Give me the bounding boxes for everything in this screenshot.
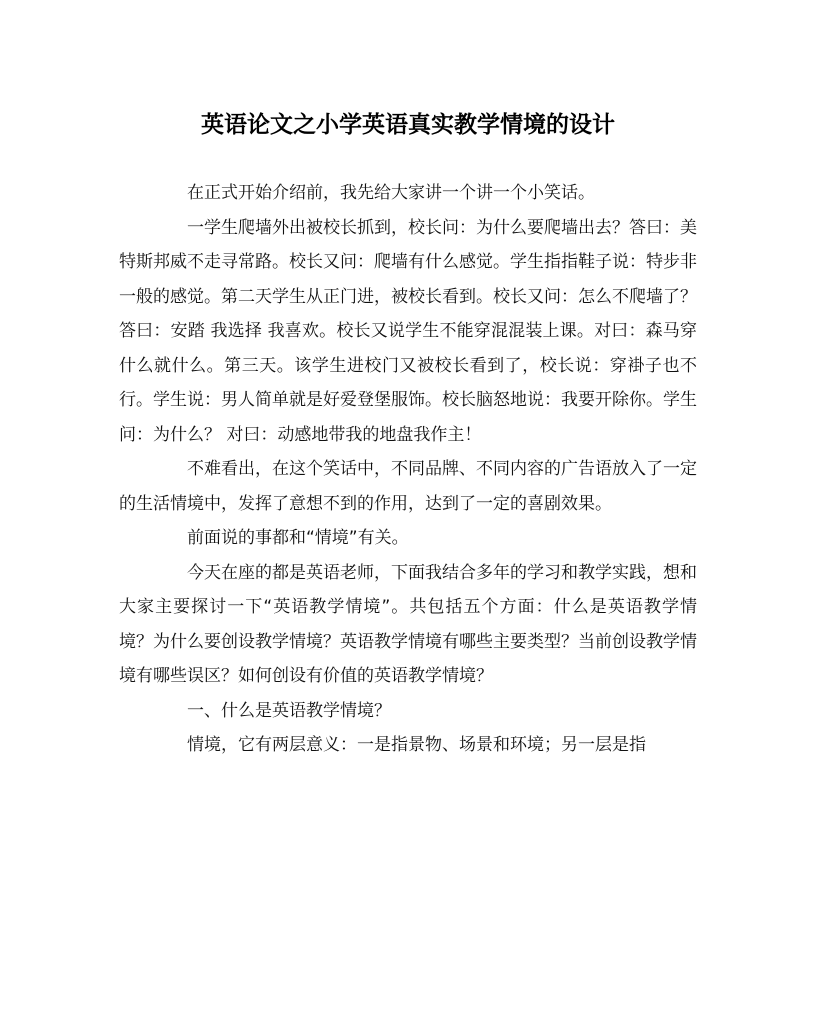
paragraph-analysis: 不难看出，在这个笑话中，不同品牌、不同内容的广告语放入了一定的生活情境中，发挥了意想不到的作用，达到了一定的喜剧效果。 [119,459,697,514]
paragraph-topics: 今天在座的都是英语老师，下面我结合多年的学习和教学实践，想和大家主要探讨一下“英语教学情境”。共包括五个方面：什么是英语教学情境？为什么要创设教学情境？英语教学情境有哪些主要类型？当前创设教学情境有哪些误区？如何创设有价值的英语教学情境？ [119,562,697,686]
paragraph-intro: 在正式开始介绍前，我先给大家讲一个讲一个小笑话。 [187,183,595,203]
paragraph-context: 前面说的事都和“情境”有关。 [187,528,409,548]
document-body [119,176,697,763]
paragraph-definition: 情境，它有两层意义：一是指景物、场景和环境；另一层是指 [187,735,646,755]
paragraph-joke: 一学生爬墙外出被校长抓到，校长问：为什么要爬墙出去？答曰：美特斯邦威不走寻常路。校长又问：爬墙有什么感觉。学生指指鞋子说：特步非一般的感觉。第二天学生从正门进，被校长看到。校长又问：怎么不爬墙了？答曰：安踏 我选择 我喜欢。校长又说学生不能穿混混装上课。对曰：森马穿什么就什么。第三天。该学生进校门又被校长看到了，校长说：穿褂子也不行。学生说：男人简单就是好爱登堡服饰。校长脑怒地说：我要开除你。学生问：为什么？ 对曰：动感地带我的地盘我作主！ [119,217,697,445]
section-heading-1: 一、什么是英语教学情境？ [187,700,391,721]
document-title: 英语论文之小学英语真实教学情境的设计 [201,111,615,138]
